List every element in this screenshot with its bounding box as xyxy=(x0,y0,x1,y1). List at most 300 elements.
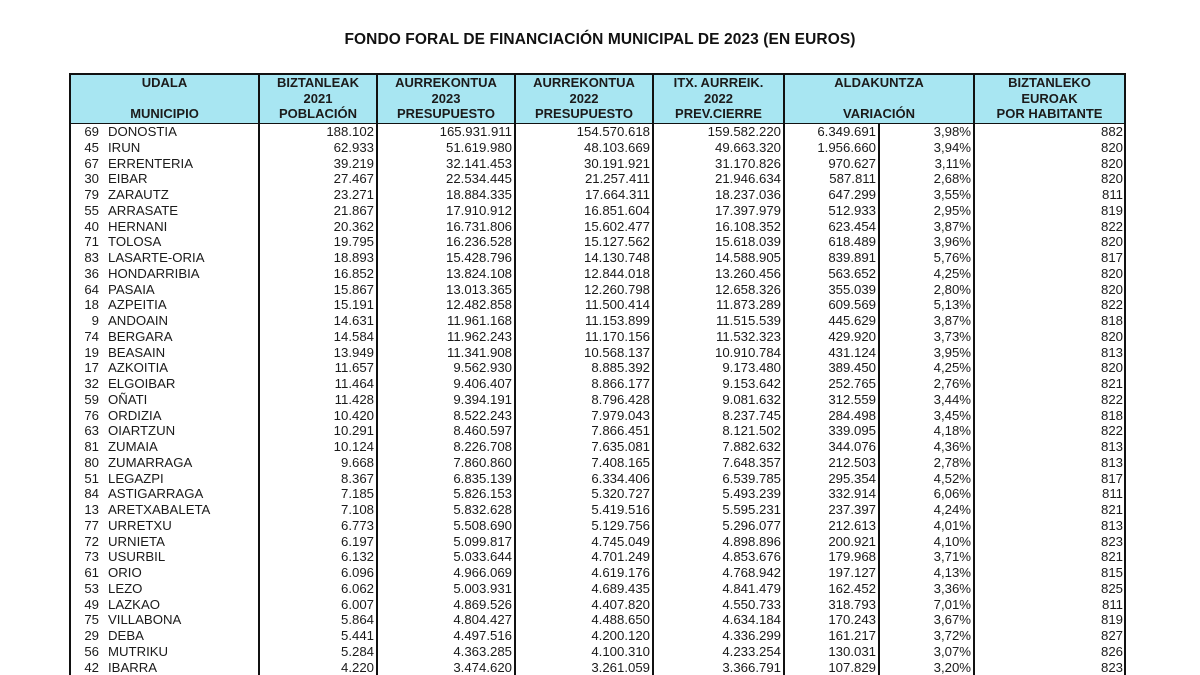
variacion-abs-cell: 252.765 xyxy=(784,376,879,392)
table-row xyxy=(70,203,1125,219)
municipio-cell xyxy=(70,408,259,424)
municipio-name: ARETXABALETA xyxy=(108,502,211,517)
header-prev-cierre-line1: ITX. AURREIK. xyxy=(673,75,764,90)
municipio-code: 13 xyxy=(84,502,99,517)
variacion-pct-cell: 3,94% xyxy=(879,140,974,156)
header-poblacion xyxy=(259,74,377,124)
header-por-habitante-line2: EUROAK xyxy=(1021,90,1078,106)
variacion-pct-cell: 3,72% xyxy=(879,628,974,644)
table-row xyxy=(70,187,1125,203)
presupuesto-2022-cell: 48.103.669 xyxy=(515,140,653,156)
municipio-cell xyxy=(70,392,259,408)
prev-cierre-cell: 4.336.299 xyxy=(653,628,784,644)
header-prev-cierre-line2: 2022 xyxy=(704,90,733,106)
header-prev-cierre-line3: PREV.CIERRE xyxy=(675,106,762,121)
municipio-code: 17 xyxy=(84,360,99,376)
municipio-name: VILLABONA xyxy=(108,612,182,628)
por-habitante-cell: 882 xyxy=(974,124,1125,140)
municipio-code: 59 xyxy=(84,391,99,407)
municipio-name: BERGARA xyxy=(108,328,173,344)
municipio-cell xyxy=(70,660,259,675)
prev-cierre-cell: 11.532.323 xyxy=(653,329,784,345)
presupuesto-2022-cell: 15.127.562 xyxy=(515,234,653,250)
header-variacion-line2 xyxy=(787,91,971,107)
por-habitante-cell: 819 xyxy=(974,203,1125,219)
presupuesto-2023-cell: 9.406.407 xyxy=(377,376,515,392)
variacion-pct-cell: 4,18% xyxy=(879,423,974,439)
municipio-code: 75 xyxy=(84,612,99,628)
poblacion-cell: 6.096 xyxy=(259,565,377,581)
presupuesto-2022-cell: 154.570.618 xyxy=(515,124,653,140)
por-habitante-cell: 817 xyxy=(974,250,1125,266)
variacion-pct-cell: 4,24% xyxy=(879,502,974,518)
municipio-code: 64 xyxy=(84,281,99,297)
variacion-abs-cell: 355.039 xyxy=(784,282,879,298)
variacion-abs-cell: 512.933 xyxy=(784,203,879,219)
prev-cierre-cell: 5.493.239 xyxy=(653,486,784,502)
variacion-pct-cell: 4,25% xyxy=(879,266,974,282)
municipio-name: HONDARRIBIA xyxy=(108,265,200,281)
municipio-code: 18 xyxy=(84,297,99,313)
presupuesto-2022-cell: 11.153.899 xyxy=(515,313,653,329)
por-habitante-cell: 811 xyxy=(974,597,1125,613)
table-row xyxy=(70,660,1125,675)
presupuesto-2023-cell: 11.341.908 xyxy=(377,345,515,361)
municipio-name: DONOSTIA xyxy=(108,124,177,139)
variacion-pct-cell: 3,36% xyxy=(879,581,974,597)
poblacion-cell: 27.467 xyxy=(259,171,377,187)
municipio-name: LEZO xyxy=(108,580,143,596)
poblacion-cell: 18.893 xyxy=(259,250,377,266)
presupuesto-2022-cell: 6.334.406 xyxy=(515,471,653,487)
municipio-name: LASARTE-ORIA xyxy=(108,250,205,265)
table-row xyxy=(70,345,1125,361)
poblacion-cell: 39.219 xyxy=(259,156,377,172)
prev-cierre-cell: 21.946.634 xyxy=(653,171,784,187)
presupuesto-2023-cell: 165.931.911 xyxy=(377,124,515,140)
header-municipio-line1: UDALA xyxy=(141,75,188,90)
municipio-code: 76 xyxy=(84,407,99,423)
presupuesto-2022-cell: 7.979.043 xyxy=(515,408,653,424)
presupuesto-2023-cell: 8.226.708 xyxy=(377,439,515,455)
presupuesto-2022-cell: 14.130.748 xyxy=(515,250,653,266)
municipio-cell xyxy=(70,565,259,581)
poblacion-cell: 6.007 xyxy=(259,597,377,613)
variacion-pct-cell: 4,13% xyxy=(879,565,974,581)
variacion-abs-cell: 647.299 xyxy=(784,187,879,203)
table-row xyxy=(70,565,1125,581)
table-row xyxy=(70,250,1125,266)
prev-cierre-cell: 14.588.905 xyxy=(653,250,784,266)
presupuesto-2023-cell: 5.832.628 xyxy=(377,502,515,518)
variacion-pct-cell: 4,36% xyxy=(879,439,974,455)
municipio-code: 36 xyxy=(84,265,99,281)
presupuesto-2022-cell: 10.568.137 xyxy=(515,345,653,361)
por-habitante-cell: 817 xyxy=(974,471,1125,487)
municipio-code: 30 xyxy=(84,171,99,187)
prev-cierre-cell: 6.539.785 xyxy=(653,471,784,487)
municipio-code: 72 xyxy=(84,533,99,549)
variacion-abs-cell: 237.397 xyxy=(784,502,879,518)
variacion-abs-cell: 1.956.660 xyxy=(784,140,879,156)
presupuesto-2023-cell: 6.835.139 xyxy=(377,471,515,487)
municipio-cell xyxy=(70,518,259,534)
por-habitante-cell: 820 xyxy=(974,360,1125,376)
table-row xyxy=(70,628,1125,644)
header-variacion-line1: ALDAKUNTZA xyxy=(834,75,924,90)
variacion-pct-cell: 3,20% xyxy=(879,660,974,675)
municipio-name: AZKOITIA xyxy=(108,360,169,376)
poblacion-cell: 5.284 xyxy=(259,644,377,660)
variacion-abs-cell: 212.503 xyxy=(784,455,879,471)
municipio-code: 51 xyxy=(84,470,99,486)
municipio-cell xyxy=(70,313,259,329)
prev-cierre-cell: 16.108.352 xyxy=(653,219,784,235)
presupuesto-2023-cell: 4.804.427 xyxy=(377,612,515,628)
variacion-abs-cell: 295.354 xyxy=(784,471,879,487)
municipio-code: 63 xyxy=(84,423,99,439)
municipio-cell xyxy=(70,187,259,203)
variacion-abs-cell: 563.652 xyxy=(784,266,879,282)
presupuesto-2023-cell: 11.961.168 xyxy=(377,313,515,329)
table-row xyxy=(70,644,1125,660)
header-variacion xyxy=(784,74,974,124)
municipio-name: ELGOIBAR xyxy=(108,376,176,391)
poblacion-cell: 23.271 xyxy=(259,187,377,203)
variacion-abs-cell: 107.829 xyxy=(784,660,879,675)
poblacion-cell: 6.773 xyxy=(259,518,377,534)
poblacion-cell: 7.185 xyxy=(259,486,377,502)
table-row xyxy=(70,297,1125,313)
prev-cierre-cell: 4.634.184 xyxy=(653,612,784,628)
por-habitante-cell: 813 xyxy=(974,345,1125,361)
variacion-abs-cell: 212.613 xyxy=(784,518,879,534)
table-row xyxy=(70,455,1125,471)
municipio-cell xyxy=(70,203,259,219)
municipio-code: 56 xyxy=(84,643,99,659)
table-row xyxy=(70,124,1125,140)
municipio-name: AZPEITIA xyxy=(108,297,167,313)
municipio-cell xyxy=(70,345,259,361)
municipio-cell xyxy=(70,486,259,502)
prev-cierre-cell: 9.153.642 xyxy=(653,376,784,392)
municipio-name: HERNANI xyxy=(108,218,168,234)
presupuesto-2022-cell: 16.851.604 xyxy=(515,203,653,219)
presupuesto-2022-cell: 7.635.081 xyxy=(515,439,653,455)
prev-cierre-cell: 4.853.676 xyxy=(653,549,784,565)
municipio-name: ZUMAIA xyxy=(108,439,158,454)
presupuesto-2023-cell: 5.508.690 xyxy=(377,518,515,534)
prev-cierre-cell: 9.081.632 xyxy=(653,392,784,408)
municipal-fund-table xyxy=(69,73,1126,675)
presupuesto-2022-cell: 5.419.516 xyxy=(515,502,653,518)
municipio-name: URRETXU xyxy=(108,517,172,533)
presupuesto-2023-cell: 4.363.285 xyxy=(377,644,515,660)
municipio-name: ANDOAIN xyxy=(108,313,169,328)
presupuesto-2022-cell: 12.260.798 xyxy=(515,282,653,298)
table-row xyxy=(70,219,1125,235)
header-variacion-line3: VARIACIÓN xyxy=(843,106,915,121)
presupuesto-2022-cell: 4.200.120 xyxy=(515,628,653,644)
por-habitante-cell: 823 xyxy=(974,660,1125,675)
variacion-abs-cell: 970.627 xyxy=(784,156,879,172)
variacion-abs-cell: 318.793 xyxy=(784,597,879,613)
municipio-code: 42 xyxy=(84,659,99,675)
municipio-code: 55 xyxy=(84,202,99,218)
municipio-cell xyxy=(70,549,259,565)
prev-cierre-cell: 7.882.632 xyxy=(653,439,784,455)
por-habitante-cell: 811 xyxy=(974,486,1125,502)
table-row xyxy=(70,156,1125,172)
presupuesto-2022-cell: 4.745.049 xyxy=(515,534,653,550)
header-municipio-line2 xyxy=(73,91,256,107)
municipio-name: ORDIZIA xyxy=(108,407,162,423)
municipio-code: 45 xyxy=(84,139,99,155)
municipio-code: 19 xyxy=(84,344,99,360)
variacion-pct-cell: 3,71% xyxy=(879,549,974,565)
municipio-cell xyxy=(70,597,259,613)
presupuesto-2022-cell: 4.488.650 xyxy=(515,612,653,628)
municipio-code: 40 xyxy=(84,218,99,234)
presupuesto-2022-cell: 4.689.435 xyxy=(515,581,653,597)
table-row xyxy=(70,282,1125,298)
municipio-cell xyxy=(70,423,259,439)
table-row xyxy=(70,439,1125,455)
municipio-cell xyxy=(70,250,259,266)
presupuesto-2023-cell: 8.460.597 xyxy=(377,423,515,439)
municipio-code: 69 xyxy=(84,124,99,139)
table-row xyxy=(70,549,1125,565)
poblacion-cell: 16.852 xyxy=(259,266,377,282)
prev-cierre-cell: 3.366.791 xyxy=(653,660,784,675)
presupuesto-2023-cell: 32.141.453 xyxy=(377,156,515,172)
variacion-abs-cell: 179.968 xyxy=(784,549,879,565)
municipio-cell xyxy=(70,612,259,628)
poblacion-cell: 11.657 xyxy=(259,360,377,376)
municipio-name: ORIO xyxy=(108,565,142,580)
municipio-name: LAZKAO xyxy=(108,596,161,612)
variacion-pct-cell: 2,76% xyxy=(879,376,974,392)
prev-cierre-cell: 18.237.036 xyxy=(653,187,784,203)
municipio-cell xyxy=(70,219,259,235)
por-habitante-cell: 820 xyxy=(974,234,1125,250)
variacion-abs-cell: 130.031 xyxy=(784,644,879,660)
presupuesto-2023-cell: 9.562.930 xyxy=(377,360,515,376)
presupuesto-2023-cell: 4.966.069 xyxy=(377,565,515,581)
presupuesto-2022-cell: 7.408.165 xyxy=(515,455,653,471)
header-row xyxy=(70,74,1125,124)
header-presupuesto-2022-line2: 2022 xyxy=(569,90,599,106)
table-row xyxy=(70,329,1125,345)
table-row xyxy=(70,313,1125,329)
poblacion-cell: 62.933 xyxy=(259,140,377,156)
poblacion-cell: 15.867 xyxy=(259,282,377,298)
municipio-name: ARRASATE xyxy=(108,202,179,218)
por-habitante-cell: 820 xyxy=(974,329,1125,345)
poblacion-cell: 6.197 xyxy=(259,534,377,550)
presupuesto-2023-cell: 5.033.644 xyxy=(377,549,515,565)
prev-cierre-cell: 4.898.896 xyxy=(653,534,784,550)
presupuesto-2023-cell: 22.534.445 xyxy=(377,171,515,187)
variacion-pct-cell: 4,01% xyxy=(879,518,974,534)
presupuesto-2023-cell: 5.003.931 xyxy=(377,581,515,597)
por-habitante-cell: 821 xyxy=(974,376,1125,392)
table-row xyxy=(70,518,1125,534)
variacion-abs-cell: 162.452 xyxy=(784,581,879,597)
poblacion-cell: 10.420 xyxy=(259,408,377,424)
por-habitante-cell: 813 xyxy=(974,518,1125,534)
header-por-habitante-line3: POR HABITANTE xyxy=(996,106,1103,121)
municipio-code: 83 xyxy=(84,250,99,265)
header-presupuesto-2022 xyxy=(515,74,653,124)
variacion-pct-cell: 3,87% xyxy=(879,219,974,235)
prev-cierre-cell: 9.173.480 xyxy=(653,360,784,376)
municipio-name: EIBAR xyxy=(108,171,148,187)
presupuesto-2022-cell: 17.664.311 xyxy=(515,187,653,203)
variacion-pct-cell: 4,10% xyxy=(879,534,974,550)
municipio-code: 79 xyxy=(84,187,99,202)
poblacion-cell: 8.367 xyxy=(259,471,377,487)
municipio-name: BEASAIN xyxy=(108,344,166,360)
variacion-abs-cell: 839.891 xyxy=(784,250,879,266)
municipio-name: ZUMARRAGA xyxy=(108,454,193,470)
prev-cierre-cell: 11.873.289 xyxy=(653,297,784,313)
variacion-abs-cell: 389.450 xyxy=(784,360,879,376)
table-row xyxy=(70,612,1125,628)
presupuesto-2022-cell: 4.407.820 xyxy=(515,597,653,613)
municipio-name: TOLOSA xyxy=(108,234,162,250)
prev-cierre-cell: 17.397.979 xyxy=(653,203,784,219)
municipio-name: PASAIA xyxy=(108,281,155,297)
municipio-cell xyxy=(70,266,259,282)
municipio-name: IRUN xyxy=(108,139,141,155)
table-row xyxy=(70,360,1125,376)
document-title: FONDO FORAL DE FINANCIACIÓN MUNICIPAL DE 2023 (EN EUROS) xyxy=(344,31,856,48)
poblacion-cell: 5.441 xyxy=(259,628,377,644)
municipio-cell xyxy=(70,455,259,471)
municipio-cell xyxy=(70,581,259,597)
table-row xyxy=(70,423,1125,439)
presupuesto-2022-cell: 4.701.249 xyxy=(515,549,653,565)
variacion-abs-cell: 332.914 xyxy=(784,486,879,502)
por-habitante-cell: 827 xyxy=(974,628,1125,644)
municipio-name: IBARRA xyxy=(108,659,158,675)
presupuesto-2023-cell: 51.619.980 xyxy=(377,140,515,156)
municipal-fund-table-container xyxy=(69,73,1124,675)
prev-cierre-cell: 13.260.456 xyxy=(653,266,784,282)
variacion-abs-cell: 6.349.691 xyxy=(784,124,879,140)
municipio-name: ASTIGARRAGA xyxy=(108,486,204,502)
presupuesto-2022-cell: 5.320.727 xyxy=(515,486,653,502)
variacion-abs-cell: 200.921 xyxy=(784,534,879,550)
table-row xyxy=(70,171,1125,187)
variacion-pct-cell: 3,73% xyxy=(879,329,974,345)
variacion-pct-cell: 2,78% xyxy=(879,455,974,471)
table-row xyxy=(70,408,1125,424)
por-habitante-cell: 820 xyxy=(974,140,1125,156)
municipio-code: 80 xyxy=(84,454,99,470)
prev-cierre-cell: 5.595.231 xyxy=(653,502,784,518)
presupuesto-2023-cell: 12.482.858 xyxy=(377,297,515,313)
poblacion-cell: 10.124 xyxy=(259,439,377,455)
header-por-habitante-line1: BIZTANLEKO xyxy=(1008,75,1091,90)
presupuesto-2022-cell: 21.257.411 xyxy=(515,171,653,187)
header-prev-cierre xyxy=(653,74,784,124)
presupuesto-2023-cell: 17.910.912 xyxy=(377,203,515,219)
municipio-code: 32 xyxy=(84,376,99,391)
header-poblacion-line3: POBLACIÓN xyxy=(279,106,357,121)
presupuesto-2022-cell: 15.602.477 xyxy=(515,219,653,235)
poblacion-cell: 9.668 xyxy=(259,455,377,471)
municipio-name: DEBA xyxy=(108,628,144,643)
por-habitante-cell: 822 xyxy=(974,219,1125,235)
poblacion-cell: 7.108 xyxy=(259,502,377,518)
table-row xyxy=(70,534,1125,550)
por-habitante-cell: 815 xyxy=(974,565,1125,581)
variacion-pct-cell: 3,67% xyxy=(879,612,974,628)
header-presupuesto-2023-line1: AURREKONTUA xyxy=(395,75,497,90)
prev-cierre-cell: 4.768.942 xyxy=(653,565,784,581)
variacion-pct-cell: 3,95% xyxy=(879,345,974,361)
presupuesto-2022-cell: 8.796.428 xyxy=(515,392,653,408)
variacion-pct-cell: 3,44% xyxy=(879,392,974,408)
municipio-code: 74 xyxy=(84,328,99,344)
header-municipio xyxy=(70,74,259,124)
variacion-abs-cell: 161.217 xyxy=(784,628,879,644)
presupuesto-2023-cell: 4.869.526 xyxy=(377,597,515,613)
poblacion-cell: 11.464 xyxy=(259,376,377,392)
variacion-abs-cell: 170.243 xyxy=(784,612,879,628)
presupuesto-2022-cell: 4.619.176 xyxy=(515,565,653,581)
por-habitante-cell: 821 xyxy=(974,502,1125,518)
prev-cierre-cell: 31.170.826 xyxy=(653,156,784,172)
header-presupuesto-2023-line3: PRESUPUESTO xyxy=(396,106,495,121)
prev-cierre-cell: 8.237.745 xyxy=(653,408,784,424)
prev-cierre-cell: 4.841.479 xyxy=(653,581,784,597)
presupuesto-2023-cell: 13.013.365 xyxy=(377,282,515,298)
poblacion-cell: 15.191 xyxy=(259,297,377,313)
por-habitante-cell: 822 xyxy=(974,297,1125,313)
municipio-code: 71 xyxy=(84,234,99,250)
variacion-abs-cell: 587.811 xyxy=(784,171,879,187)
por-habitante-cell: 821 xyxy=(974,549,1125,565)
table-body xyxy=(70,124,1125,675)
prev-cierre-cell: 8.121.502 xyxy=(653,423,784,439)
variacion-pct-cell: 4,25% xyxy=(879,360,974,376)
por-habitante-cell: 822 xyxy=(974,392,1125,408)
presupuesto-2022-cell: 8.866.177 xyxy=(515,376,653,392)
municipio-code: 84 xyxy=(84,486,99,502)
municipio-cell xyxy=(70,376,259,392)
municipio-name: OIARTZUN xyxy=(108,423,176,439)
variacion-abs-cell: 623.454 xyxy=(784,219,879,235)
poblacion-cell: 5.864 xyxy=(259,612,377,628)
por-habitante-cell: 818 xyxy=(974,313,1125,329)
por-habitante-cell: 820 xyxy=(974,266,1125,282)
variacion-abs-cell: 609.569 xyxy=(784,297,879,313)
variacion-abs-cell: 312.559 xyxy=(784,392,879,408)
municipio-cell xyxy=(70,471,259,487)
presupuesto-2023-cell: 18.884.335 xyxy=(377,187,515,203)
prev-cierre-cell: 4.233.254 xyxy=(653,644,784,660)
presupuesto-2022-cell: 3.261.059 xyxy=(515,660,653,675)
variacion-abs-cell: 618.489 xyxy=(784,234,879,250)
header-presupuesto-2022-line3: PRESUPUESTO xyxy=(534,106,633,121)
poblacion-cell: 188.102 xyxy=(259,124,377,140)
municipio-cell xyxy=(70,439,259,455)
table-row xyxy=(70,140,1125,156)
municipio-cell xyxy=(70,140,259,156)
